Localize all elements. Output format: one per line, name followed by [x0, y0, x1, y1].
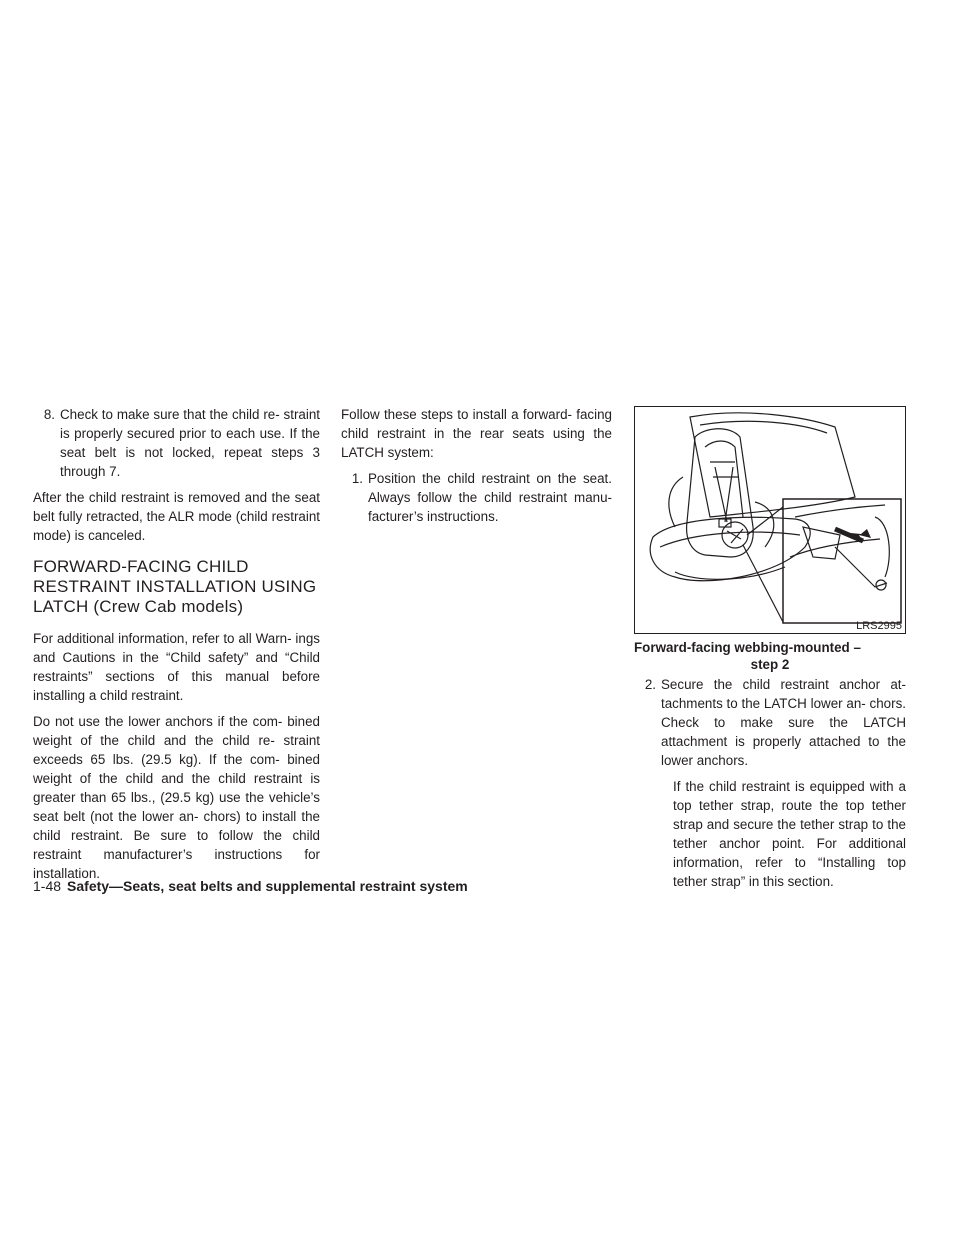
step-number: 8. — [43, 407, 55, 422]
section-heading: FORWARD-FACING CHILD RESTRAINT INSTALLATION USING LATCH (Crew Cab models) — [33, 557, 317, 616]
middle-column — [341, 405, 612, 533]
step-2-subparagraph — [634, 777, 906, 891]
step-2 — [634, 675, 906, 770]
step-text: Secure the child restraint anchor at- tachments to the LATCH lower an- chors. Check to make sure the LATCH attachment is properly attached to the lower anchors. — [661, 677, 906, 768]
paragraph-alr-canceled: After the child restraint is removed and the seat belt fully retracted, the ALR mode (child restraint mode) is canceled. — [33, 490, 320, 543]
caption-line-1: Forward-facing webbing-mounted – — [634, 640, 861, 655]
paragraph-additional-info: For additional information, refer to all Warn- ings and Cautions in the “Child safety” and “Child restraints” sections of this manual before installing a child restraint. — [33, 631, 320, 703]
section-title: Safety—Seats, seat belts and supplemental restraint system — [67, 878, 468, 894]
step-1 — [341, 469, 612, 526]
page-number: 1-48 — [33, 878, 62, 894]
right-column — [634, 405, 906, 898]
left-column — [33, 405, 320, 890]
child-seat-drawing — [635, 407, 905, 633]
figure-code: LRS2995 — [856, 620, 902, 632]
page-footer — [33, 877, 468, 895]
step-8 — [33, 405, 320, 481]
step-text: Position the child restraint on the seat. Always follow the child restraint manu- facturer’s instructions. — [368, 471, 612, 524]
child-restraint-illustration — [634, 406, 906, 634]
paragraph-steps-intro: Follow these steps to install a forward- facing child restraint in the rear seats using the LATCH system: — [341, 407, 612, 460]
step-number: 2. — [644, 677, 656, 692]
step-number: 1. — [351, 471, 363, 486]
caption-line-2: step 2 — [750, 657, 790, 672]
step-text: Check to make sure that the child re- straint is properly secured prior to each use. If the seat belt is not locked, repeat steps 3 through 7. — [60, 407, 320, 479]
paragraph-weight-limit: Do not use the lower anchors if the com- bined weight of the child and the child re- straint exceeds 65 lbs. (29.5 kg). If the com- bined weight of the child and the child restraint is greater than 65 lbs., (29.5 kg) use the vehicle’s seat belt (not the lower an- chors) to install the child restraint. Be sure to follow the child restraint manufacturer’s instructions for installation. — [33, 714, 320, 881]
step-2-tether-text: If the child restraint is equipped with a top tether strap, route the top tether strap and secure the tether strap to the tether anchor point. For additional information, refer to “Installing top tether strap” in this section. — [673, 779, 906, 889]
figure-caption — [634, 639, 906, 673]
